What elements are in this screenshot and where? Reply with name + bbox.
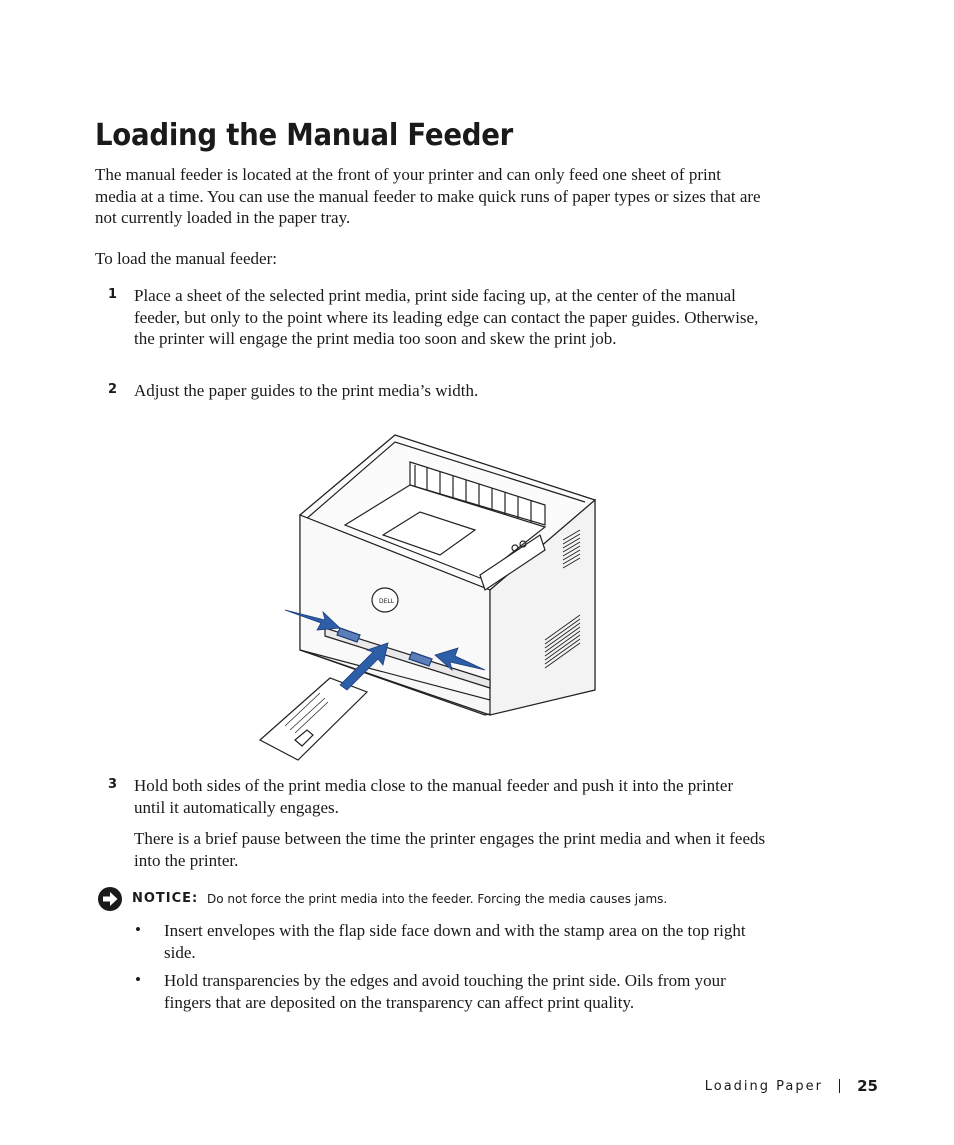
printer-manual-feeder-illustration	[255, 430, 605, 765]
step-text: Place a sheet of the selected print media, print side facing up, at the center of the manual feeder, but only to the point where its leading edge can contact the paper guides. Otherwise, the printer will engage the print media too soon and skew the print job.	[134, 286, 759, 348]
step-number: 2	[108, 382, 118, 397]
step-text: Hold both sides of the print media close to the manual feeder and push it into the printer until it automatically engages.	[134, 776, 734, 817]
page-title: Loading the Manual Feeder	[95, 118, 514, 153]
bullet-text: Insert envelopes with the flap side face down and with the stamp area on the top right side.	[164, 921, 746, 962]
printer-manual-feeder-figure	[255, 430, 605, 765]
notice-text: Do not force the print media into the feeder. Forcing the media causes jams.	[207, 892, 668, 906]
step-text: Adjust the paper guides to the print media’s width.	[134, 381, 479, 400]
step-3-note: There is a brief pause between the time the printer engages the print media and when it feeds into the printer.	[134, 829, 766, 870]
lead-in-text: To load the manual feeder:	[95, 249, 277, 268]
notice-label: NOTICE:	[132, 891, 199, 906]
footer-separator	[839, 1079, 840, 1093]
svg-text:DELL: DELL	[379, 598, 395, 605]
footer-section-title: Loading Paper	[704, 1079, 823, 1094]
step-number: 3	[108, 777, 118, 792]
page-number: 25	[857, 1077, 878, 1095]
intro-paragraph: The manual feeder is located at the front of your printer and can only feed one sheet of print media at a time. You can use the manual feeder to make quick runs of paper types or sizes that are not currently loaded in the paper tray.	[95, 165, 761, 227]
bullet-dot: •	[135, 920, 141, 939]
arrow-right-circle-icon	[97, 886, 123, 912]
step-number: 1	[108, 287, 118, 302]
bullet-text: Hold transparencies by the edges and avoid touching the print side. Oils from your fingers that are deposited on the transparency can affect print quality.	[164, 971, 726, 1012]
page-footer	[600, 1077, 878, 1097]
bullet-dot: •	[135, 970, 141, 989]
